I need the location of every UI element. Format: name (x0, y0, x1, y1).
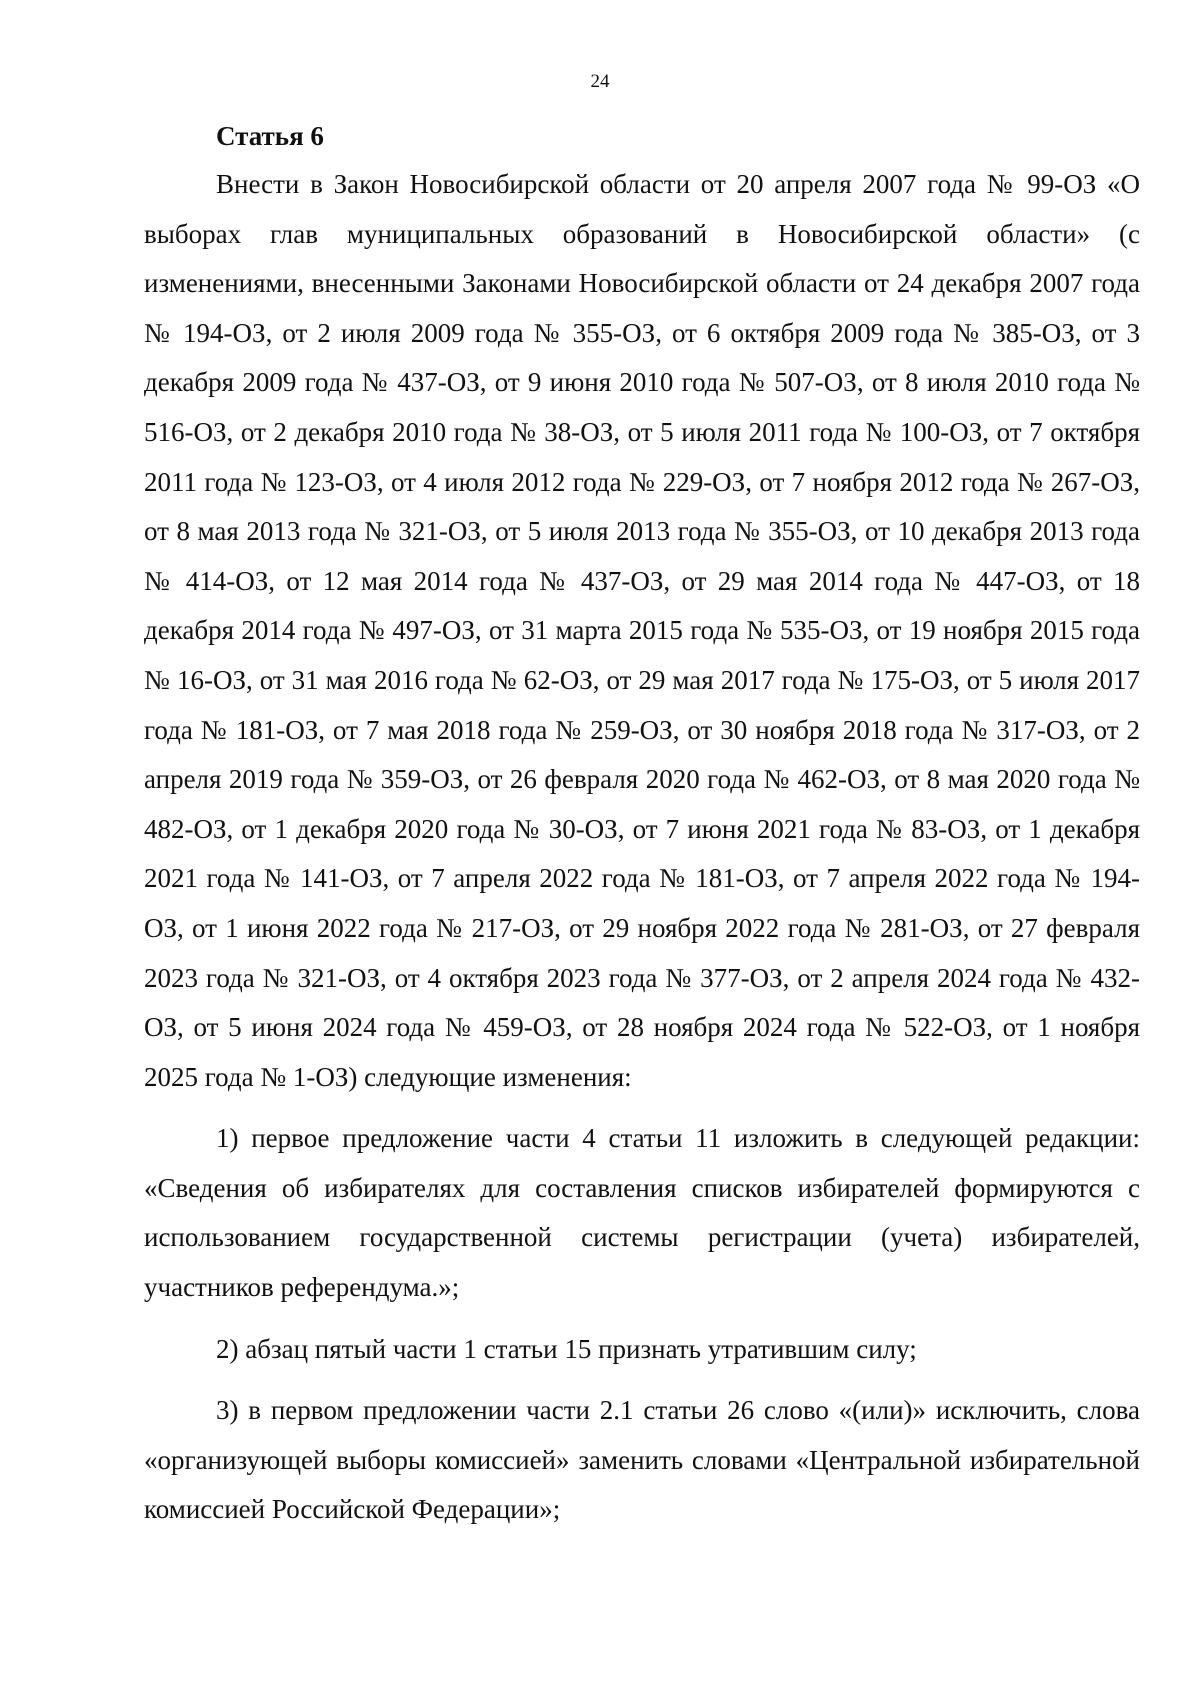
document-body (144, 112, 1140, 1535)
amendment-item-2: 2) абзац пятый части 1 статьи 15 признать утратившим силу; (216, 1333, 917, 1364)
page-number: 24 (590, 71, 610, 92)
amendment-item-1: 1) первое предложение части 4 статьи 11 изложить в следующей редакции: «Сведения об избирателях для составления списков избирателей формируются с использованием государственной системы регистрации (учета) избирателей, участников референдума.»; (144, 1123, 1140, 1303)
amendment-item-3: 3) в первом предложении части 2.1 статьи 26 слово «(или)» исключить, слова «организующей выборы комиссией» заменить словами «Центральной избирательной комиссией Российской Федерации»; (144, 1395, 1140, 1525)
article-heading: Статья 6 (216, 121, 324, 151)
intro-paragraph: Внести в Закон Новосибирской области от 20 апреля 2007 года № 99-ОЗ «О выборах глав муниципальных образований в Новосибирской области» (с изменениями, внесенными Законами Новосибирской области от 24 декабря 2007 года № 194-ОЗ, от 2 июля 2009 года № 355-ОЗ, от 6 октября 2009 года № 385-ОЗ, от 3 декабря 2009 года № 437-ОЗ, от 9 июня 2010 года № 507-ОЗ, от 8 июля 2010 года № 516-ОЗ, от 2 декабря 2010 года № 38-ОЗ, от 5 июля 2011 года № 100-ОЗ, от 7 октября 2011 года № 123-ОЗ, от 4 июля 2012 года № 229-ОЗ, от 7 ноября 2012 года № 267-ОЗ, от 8 мая 2013 года № 321-ОЗ, от 5 июля 2013 года № 355-ОЗ, от 10 декабря 2013 года № 414-ОЗ, от 12 мая 2014 года № 437-ОЗ, от 29 мая 2014 года № 447-ОЗ, от 18 декабря 2014 года № 497-ОЗ, от 31 марта 2015 года № 535-ОЗ, от 19 ноября 2015 года № 16-ОЗ, от 31 мая 2016 года № 62-ОЗ, от 29 мая 2017 года № 175-ОЗ, от 5 июля 2017 года № 181-ОЗ, от 7 мая 2018 года № 259-ОЗ, от 30 ноября 2018 года № 317-ОЗ, от 2 апреля 2019 года № 359-ОЗ, от 26 февраля 2020 года № 462-ОЗ, от 8 мая 2020 года № 482-ОЗ, от 1 декабря 2020 года № 30-ОЗ, от 7 июня 2021 года № 83-ОЗ, от 1 декабря 2021 года № 141-ОЗ, от 7 апреля 2022 года № 181-ОЗ, от 7 апреля 2022 года № 194-ОЗ, от 1 июня 2022 года № 217-ОЗ, от 29 ноября 2022 года № 281-ОЗ, от 27 февраля 2023 года № 321-ОЗ, от 4 октября 2023 года № 377-ОЗ, от 2 апреля 2024 года № 432-ОЗ, от 5 июня 2024 года № 459-ОЗ, от 28 ноября 2024 года № 522-ОЗ, от 1 ноября 2025 года № 1-ОЗ) следующие изменения: (144, 169, 1140, 1092)
